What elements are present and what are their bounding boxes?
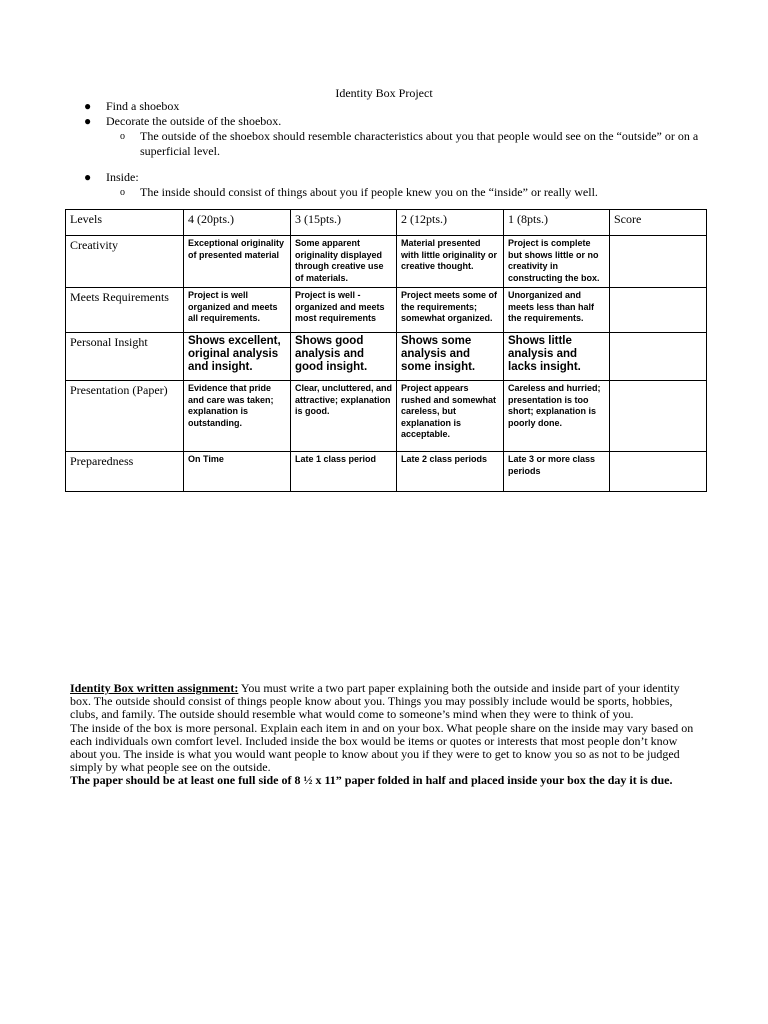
table-cell: On Time — [184, 452, 291, 492]
header-cell: Score — [610, 210, 707, 236]
table-cell: Project appears rushed and somewhat careless, but explanation is acceptable. — [397, 381, 504, 452]
score-cell — [610, 236, 707, 288]
table-cell: Evidence that pride and care was taken; explanation is outstanding. — [184, 381, 291, 452]
bullet-text: Find a shoebox — [106, 99, 180, 113]
assignment-inside-paragraph: The inside of the box is more personal. Explain each item in and on your box. What people share on the inside may vary based on each individuals own comfort level. Included inside the box would be items or quotes or interests that most people don’t know about you. The inside is what you would want people to know about you if they were to get to know you so as not to be judged simply by what people see on the outside. — [70, 720, 694, 775]
list-item — [84, 170, 700, 185]
row-label: Meets Requirements — [66, 288, 184, 333]
table-cell: Shows some analysis and some insight. — [397, 333, 504, 381]
sub-list-item — [84, 185, 700, 200]
table-cell: Some apparent originality displayed through creative use of materials. — [291, 236, 397, 288]
bullet-text: Decorate the outside of the shoebox. — [106, 114, 282, 128]
table-cell: Project meets some of the requirements; somewhat organized. — [397, 288, 504, 333]
sub-bullet-icon: o — [120, 187, 125, 198]
rubric-table — [65, 209, 707, 492]
assignment-paragraph — [70, 682, 700, 722]
table-row — [66, 333, 707, 381]
table-row — [66, 288, 707, 333]
table-header-row — [66, 210, 707, 236]
table-cell: Project is complete but shows little or no creativity in constructing the box. — [504, 236, 610, 288]
sub-bullet-text: The inside should consist of things about you if people knew you on the “inside” or really well. — [140, 185, 598, 199]
table-cell: Exceptional originality of presented material — [184, 236, 291, 288]
score-cell — [610, 333, 707, 381]
table-cell: Late 3 or more class periods — [504, 452, 610, 492]
row-label: Preparedness — [66, 452, 184, 492]
table-cell: Material presented with little originality or creative thought. — [397, 236, 504, 288]
table-cell: Careless and hurried; presentation is too short; explanation is poorly done. — [504, 381, 610, 452]
table-cell: Clear, uncluttered, and attractive; explanation is good. — [291, 381, 397, 452]
bullet-dot-icon: ● — [84, 99, 92, 113]
sub-list-item — [84, 129, 700, 159]
list-item — [84, 114, 700, 129]
header-cell: 1 (8pts.) — [504, 210, 610, 236]
bullet-dot-icon: ● — [84, 170, 92, 184]
row-label: Presentation (Paper) — [66, 381, 184, 452]
score-cell — [610, 452, 707, 492]
sub-bullet-text: The outside of the shoebox should resemble characteristics about you that people would see on the “outside” or on a superficial level. — [140, 129, 699, 158]
bullet-dot-icon: ● — [84, 114, 92, 128]
row-label: Creativity — [66, 236, 184, 288]
table-row — [66, 452, 707, 492]
sub-bullet-icon: o — [120, 131, 125, 142]
header-cell: 2 (12pts.) — [397, 210, 504, 236]
table-cell: Shows good analysis and good insight. — [291, 333, 397, 381]
written-assignment — [70, 682, 700, 788]
header-cell: 4 (20pts.) — [184, 210, 291, 236]
bullet-text: Inside: — [106, 170, 139, 184]
table-cell: Shows little analysis and lacks insight. — [504, 333, 610, 381]
score-cell — [610, 381, 707, 452]
table-cell: Project is well organized and meets all requirements. — [184, 288, 291, 333]
table-cell: Late 2 class periods — [397, 452, 504, 492]
table-cell: Late 1 class period — [291, 452, 397, 492]
assignment-heading: Identity Box written assignment: — [70, 681, 239, 695]
table-row — [66, 236, 707, 288]
assignment-intro: You must write a two part paper explaining both the outside and inside part of your identity box. The outside should consist of things people know about you. Things you may possibly include would be sports, hobbies, clubs, and family. The outside should resemble what would come to someone’s mind when they were to think of you. — [70, 681, 680, 722]
header-cell: Levels — [66, 210, 184, 236]
page-title: Identity Box Project — [335, 86, 433, 100]
table-cell: Unorganized and meets less than half the requirements. — [504, 288, 610, 333]
header-cell: 3 (15pts.) — [291, 210, 397, 236]
row-label: Personal Insight — [66, 333, 184, 381]
table-row — [66, 381, 707, 452]
table-cell: Shows excellent, original analysis and insight. — [184, 333, 291, 381]
score-cell — [610, 288, 707, 333]
list-item — [84, 99, 700, 114]
assignment-requirement: The paper should be at least one full side of 8 ½ x 11” paper folded in half and placed inside your box the day it is due. — [70, 773, 673, 788]
table-cell: Project is well - organized and meets most requirements — [291, 288, 397, 333]
instructions-list — [84, 99, 700, 200]
